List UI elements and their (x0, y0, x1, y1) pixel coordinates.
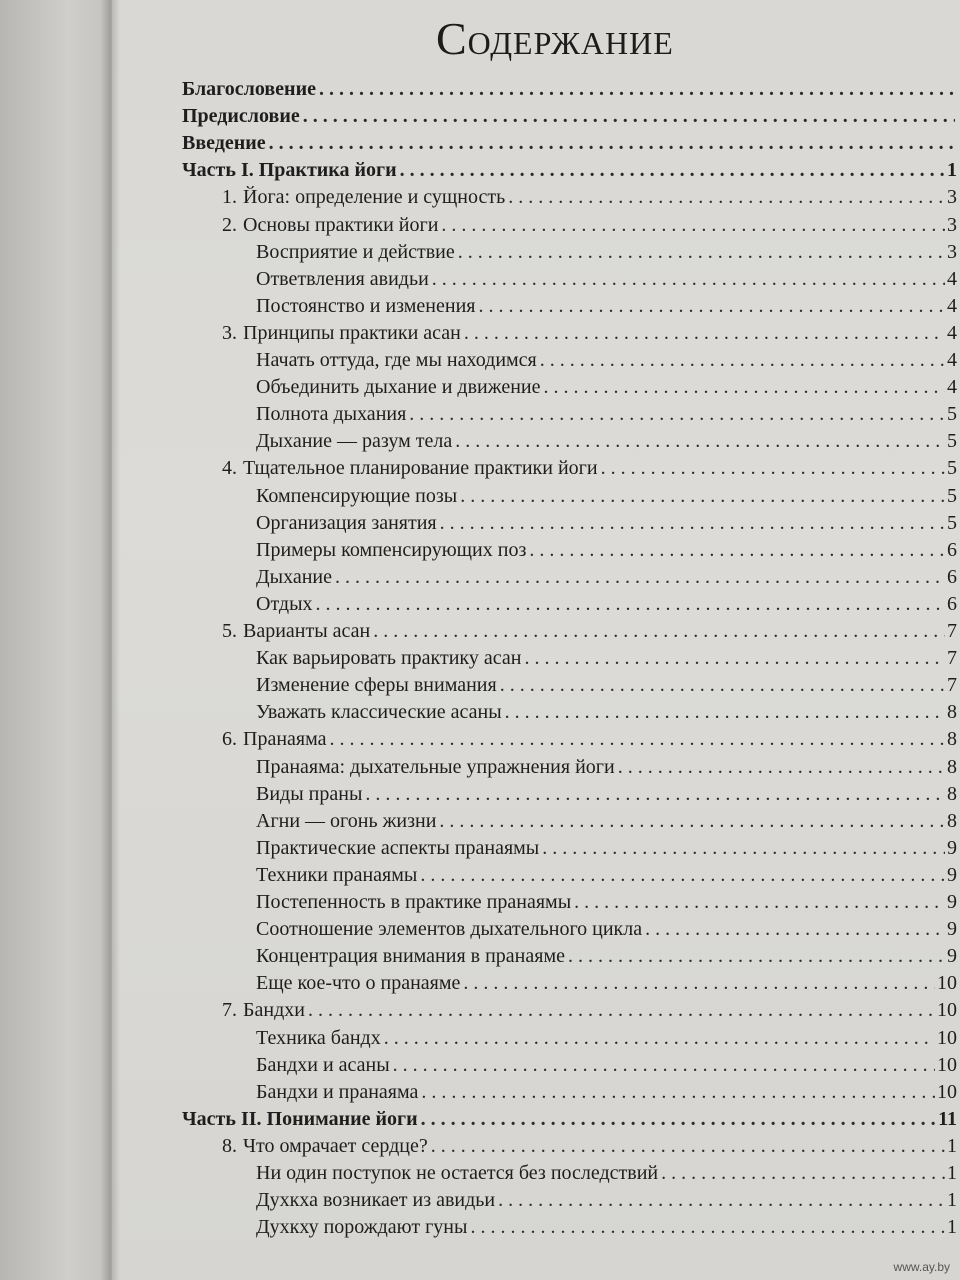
toc-leader-dots (308, 999, 935, 1022)
toc-leader-dots (303, 105, 955, 128)
toc-leader-dots (373, 620, 945, 643)
toc-entry-page: 10 (937, 1053, 957, 1076)
toc-entry-title: Принципы практики асан (243, 321, 461, 344)
toc-entry-page: 9 (947, 891, 957, 913)
toc-leader-dots (500, 674, 945, 697)
toc-leader-dots (460, 485, 945, 508)
toc-entry-title: Примеры компенсирующих поз (256, 538, 527, 561)
toc-entry-page: 3 (947, 240, 957, 263)
toc-entry-number: 2. (222, 213, 237, 236)
toc-entry (256, 1189, 957, 1217)
toc-entry-title: Введение (182, 132, 266, 155)
toc-leader-dots (542, 837, 945, 860)
toc-leader-dots (393, 1054, 935, 1077)
toc-entry-page: 1 (947, 1134, 957, 1157)
toc-entry-number: 7. (222, 999, 237, 1022)
toc-entry (256, 430, 957, 458)
toc-leader-dots (618, 756, 945, 779)
toc-entry (256, 295, 957, 323)
toc-entry-title: Йога: определение и сущность (243, 186, 506, 209)
toc-entry-title: Бандхи и пранаяма (256, 1080, 419, 1103)
toc-entry-page: 8 (947, 782, 957, 805)
toc-leader-dots (463, 972, 935, 995)
toc-entry-title: Восприятие и действие (256, 240, 455, 263)
toc-entry-page: 10 (937, 999, 957, 1022)
toc-entry-title: Компенсирующие позы (256, 484, 458, 507)
toc-entry (256, 756, 957, 784)
toc-entry-page: 10 (937, 1026, 957, 1049)
toc-entry-title: Объединить дыхание и движение (256, 376, 541, 399)
toc-entry-title: Ответвления авидьи (256, 267, 429, 290)
toc-entry (256, 1216, 957, 1244)
toc-leader-dots (421, 1108, 936, 1131)
watermark: www.ay.by (893, 1260, 950, 1274)
book-page (112, 0, 960, 1280)
toc-entry (256, 485, 957, 513)
toc-entry-page: 9 (947, 836, 957, 859)
toc-entry-page: 3 (947, 213, 957, 236)
toc-entry-page: 6 (947, 565, 957, 588)
toc-entry-page: 7 (947, 647, 957, 670)
toc-leader-dots (458, 241, 945, 264)
toc-entry-title: Часть I. Практика йоги (182, 159, 397, 182)
toc-entry (256, 837, 957, 865)
toc-entry (222, 214, 957, 242)
toc-entry-number: 3. (222, 321, 237, 344)
toc-entry (256, 1162, 957, 1190)
toc-entry (256, 701, 957, 729)
toc-entry-page: 4 (947, 267, 957, 290)
toc-leader-dots (574, 891, 945, 914)
toc-entry (182, 159, 957, 187)
toc-leader-dots (524, 647, 945, 670)
toc-entry-page: 10 (937, 1080, 957, 1103)
toc-entry-page: 4 (947, 349, 957, 371)
toc-entry (256, 268, 957, 296)
toc-entry (182, 1108, 957, 1136)
toc-entry (256, 539, 957, 567)
toc-leader-dots (540, 349, 945, 372)
toc-leader-dots (316, 593, 945, 616)
toc-entry (256, 891, 957, 919)
toc-leader-dots (529, 539, 945, 562)
toc-entry-title: Пранаяма: дыхательные упражнения йоги (256, 755, 615, 778)
toc-entry (256, 810, 957, 838)
toc-entry-page: 6 (947, 538, 957, 561)
toc-entry (256, 403, 957, 431)
toc-entry-page: 7 (947, 620, 957, 642)
toc-leader-dots (498, 1189, 945, 1212)
toc-entry-page: 1 (947, 159, 957, 182)
toc-leader-dots (384, 1027, 935, 1050)
toc-entry-title: Организация занятия (256, 511, 437, 534)
toc-entry-page: 1 (947, 1189, 957, 1212)
toc-entry (256, 972, 957, 1000)
toc-entry (222, 457, 957, 485)
toc-entry-page: 8 (947, 701, 957, 724)
toc-entry (222, 186, 957, 214)
toc-entry-title: Дыхание — разум тела (256, 430, 453, 453)
toc-entry-title: Постоянство и изменения (256, 294, 476, 317)
toc-entry-page: 5 (947, 457, 957, 480)
toc-leader-dots (440, 512, 945, 535)
toc-entry (222, 728, 957, 756)
toc-entry-page: 3 (947, 186, 957, 209)
toc-leader-dots (508, 186, 945, 209)
toc-entry-title: Начать оттуда, где мы находимся (256, 349, 537, 371)
toc-entry-title: Варианты асан (243, 620, 371, 642)
toc-entry-title: Духкху порождают гуны (256, 1216, 468, 1239)
toc-entry-number: 4. (222, 457, 237, 480)
toc-entry-title: Дыхание (256, 565, 332, 588)
toc-leader-dots (330, 728, 946, 751)
toc-entry (256, 1054, 957, 1082)
toc-entry-title: Соотношение элементов дыхательного цикла (256, 918, 643, 941)
toc-entry-title: Техники пранаямы (256, 863, 418, 886)
toc-entry-title: Тщательное планирование практики йоги (243, 457, 598, 480)
toc-entry (222, 999, 957, 1027)
toc-entry-page: 9 (947, 918, 957, 941)
toc-leader-dots (441, 214, 945, 237)
toc-leader-dots (464, 322, 945, 345)
toc-entry (256, 783, 957, 811)
toc-entry-title: Бандхи (243, 999, 305, 1022)
toc-entry-page: 5 (947, 511, 957, 534)
toc-entry-number: 6. (222, 728, 237, 751)
toc-entry (256, 376, 957, 404)
toc-entry-page: 5 (947, 403, 957, 426)
toc-leader-dots (661, 1162, 945, 1185)
toc-leader-dots (365, 783, 945, 806)
toc-entry-title: Постепенность в практике пранаямы (256, 891, 572, 913)
toc-entry-title: Что омрачает сердце? (243, 1134, 428, 1157)
toc-entry-number: 1. (222, 186, 237, 209)
toc-entry-title: Бандхи и асаны (256, 1053, 390, 1076)
toc-entry-title: Еще кое-что о пранаяме (256, 972, 461, 995)
toc-entry-title: Отдых (256, 592, 313, 615)
page-title: Содержание (436, 13, 674, 64)
toc-entry-page: 8 (947, 728, 957, 751)
toc-leader-dots (543, 376, 945, 399)
left-page-edge (0, 0, 112, 1280)
toc-entry (256, 593, 957, 621)
toc-entry (256, 1027, 957, 1055)
toc-entry-page: 9 (947, 863, 957, 886)
toc-entry-title: Пранаяма (243, 728, 327, 751)
toc-entry (256, 864, 957, 892)
toc-entry (256, 566, 957, 594)
toc-leader-dots (645, 918, 945, 941)
toc-entry-page: 4 (947, 321, 957, 344)
toc-entry-title: Духкха возникает из авидьи (256, 1189, 496, 1212)
toc-entry-title: Агни — огонь жизни (256, 809, 437, 832)
toc-entry-title: Ни один поступок не остается без последствий (256, 1162, 659, 1184)
toc-entry-title: Полнота дыхания (256, 403, 407, 426)
toc-leader-dots (568, 945, 945, 968)
toc-entry (182, 105, 957, 133)
toc-entry-title: Концентрация внимания в пранаяме (256, 945, 565, 968)
toc-entry-title: Как варьировать практику асан (256, 647, 522, 670)
toc-entry-page: 10 (937, 972, 957, 995)
toc-entry-title: Благословение (182, 78, 316, 100)
toc-entry (222, 322, 957, 350)
toc-entry-page: 8 (947, 755, 957, 778)
toc-leader-dots (455, 430, 945, 453)
table-of-contents (112, 0, 960, 1280)
toc-entry-page: 8 (947, 809, 957, 832)
toc-leader-dots (421, 1081, 935, 1104)
book-gutter (100, 0, 120, 1280)
toc-leader-dots (269, 132, 955, 155)
toc-entry (256, 647, 957, 675)
toc-entry (256, 241, 957, 269)
toc-entry (256, 945, 957, 973)
toc-entry-page: 6 (947, 592, 957, 615)
toc-entry (182, 78, 957, 106)
toc-entry-page: 1 (947, 1162, 957, 1184)
toc-leader-dots (470, 1216, 945, 1239)
toc-entry (256, 512, 957, 540)
toc-entry-page: 9 (947, 945, 957, 968)
toc-entry-page: 1 (947, 1216, 957, 1239)
toc-entry (256, 674, 957, 702)
toc-entry (222, 1135, 957, 1163)
toc-entry (222, 620, 957, 648)
toc-entry-page: 5 (947, 430, 957, 453)
toc-leader-dots (439, 810, 945, 833)
toc-entry-title: Часть II. Понимание йоги (182, 1107, 418, 1130)
toc-leader-dots (409, 403, 945, 426)
toc-entry (256, 1081, 957, 1109)
toc-leader-dots (431, 1135, 945, 1158)
toc-entry-page: 4 (947, 376, 957, 399)
toc-entry-page: 11 (938, 1107, 957, 1130)
toc-leader-dots (335, 566, 945, 589)
toc-entry-page: 4 (947, 294, 957, 317)
toc-leader-dots (601, 457, 945, 480)
toc-entry-title: Основы практики йоги (243, 213, 439, 236)
toc-leader-dots (478, 295, 945, 318)
toc-entry (182, 132, 957, 160)
toc-entry-title: Предисловие (182, 105, 300, 128)
toc-entry-number: 5. (222, 620, 237, 642)
toc-entry-title: Виды праны (256, 782, 363, 805)
toc-entry-title: Уважать классические асаны (256, 701, 502, 724)
toc-entry (256, 918, 957, 946)
toc-leader-dots (432, 268, 945, 291)
toc-entry-page: 7 (947, 674, 957, 697)
toc-entry (256, 349, 957, 377)
toc-entry-number: 8. (222, 1134, 237, 1157)
toc-leader-dots (420, 864, 945, 887)
toc-leader-dots (505, 701, 945, 724)
toc-entry-title: Изменение сферы внимания (256, 674, 497, 697)
toc-entry-title: Практические аспекты пранаямы (256, 836, 540, 859)
toc-leader-dots (319, 78, 955, 101)
toc-entry-title: Техника бандх (256, 1026, 381, 1049)
toc-entry-page: 5 (947, 484, 957, 507)
toc-leader-dots (400, 159, 945, 182)
